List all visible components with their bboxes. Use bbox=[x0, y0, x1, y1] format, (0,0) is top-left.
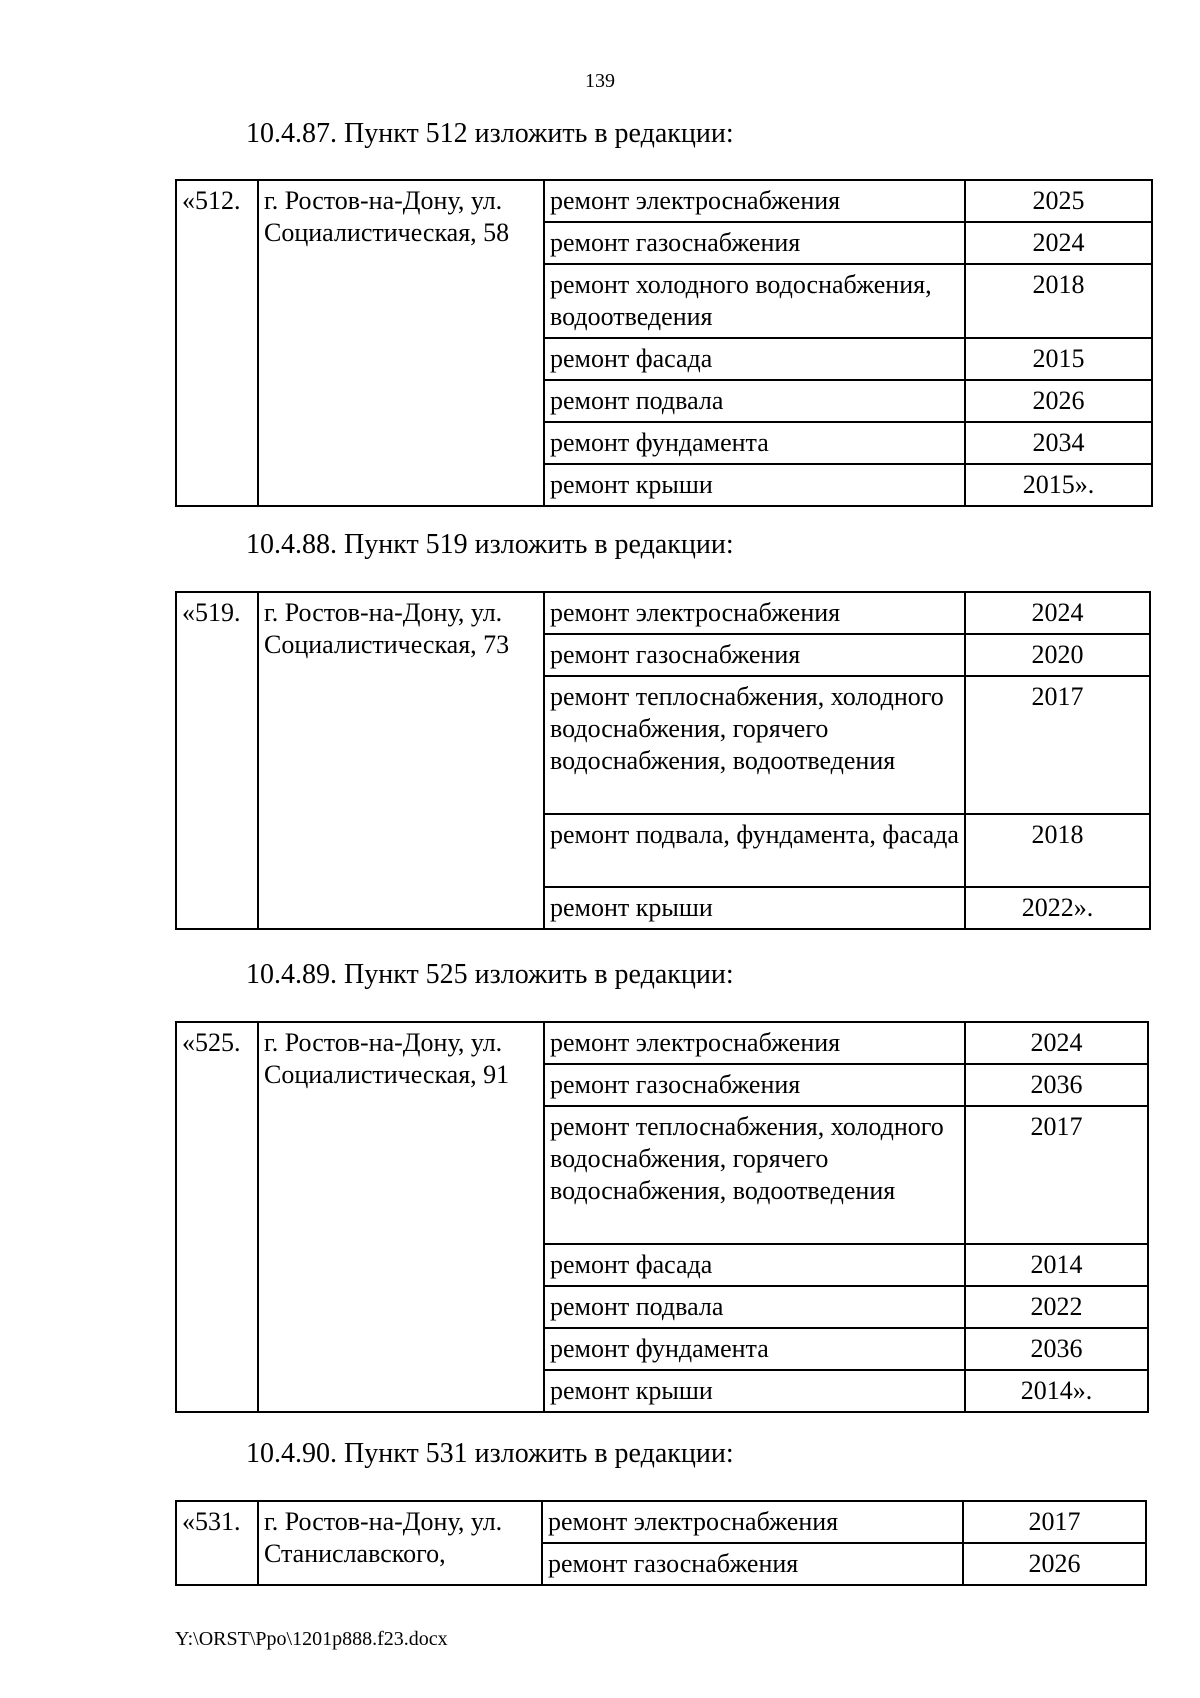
section-heading: 10.4.89. Пункт 525 изложить в редакции: bbox=[246, 959, 734, 990]
table-row bbox=[176, 1501, 1146, 1543]
work-type: ремонт газоснабжения bbox=[542, 1543, 963, 1585]
work-year: 2024 bbox=[965, 1022, 1148, 1064]
work-type: ремонт фундамента bbox=[544, 1328, 965, 1370]
work-type: ремонт холодного водоснабжения, водоотведения bbox=[544, 264, 965, 338]
page-number: 139 bbox=[585, 70, 615, 92]
work-type: ремонт теплоснабжения, холодного водоснабжения, горячего водоснабжения, водоотведения bbox=[544, 676, 965, 814]
work-year: 2022 bbox=[965, 1286, 1148, 1328]
repair-table bbox=[175, 1021, 1149, 1413]
work-type: ремонт подвала, фундамента, фасада bbox=[544, 814, 965, 887]
work-year: 2018 bbox=[965, 814, 1150, 887]
work-year: 2036 bbox=[965, 1064, 1148, 1106]
repair-table bbox=[175, 591, 1151, 930]
work-year: 2026 bbox=[963, 1543, 1146, 1585]
work-type: ремонт газоснабжения bbox=[544, 1064, 965, 1106]
work-year: 2015». bbox=[965, 464, 1152, 506]
work-year: 2036 bbox=[965, 1328, 1148, 1370]
work-year: 2026 bbox=[965, 380, 1152, 422]
footer-file-path: Y:\ORST\Ppo\1201p888.f23.docx bbox=[175, 1628, 448, 1650]
work-type: ремонт электроснабжения bbox=[542, 1501, 963, 1543]
table-row bbox=[176, 180, 1152, 222]
work-type: ремонт фасада bbox=[544, 1244, 965, 1286]
work-year: 2017 bbox=[963, 1501, 1146, 1543]
work-year: 2017 bbox=[965, 1106, 1148, 1244]
work-type: ремонт газоснабжения bbox=[544, 634, 965, 676]
work-type: ремонт фундамента bbox=[544, 422, 965, 464]
section-heading: 10.4.87. Пункт 512 изложить в редакции: bbox=[246, 118, 734, 149]
work-type: ремонт фасада bbox=[544, 338, 965, 380]
table-row bbox=[176, 1022, 1148, 1064]
work-year: 2022». bbox=[965, 887, 1150, 929]
work-year: 2015 bbox=[965, 338, 1152, 380]
work-year: 2018 bbox=[965, 264, 1152, 338]
work-year: 2025 bbox=[965, 180, 1152, 222]
item-address: г. Ростов-на-Дону, ул. Социалистическая, 91 bbox=[258, 1022, 544, 1412]
work-type: ремонт крыши bbox=[544, 1370, 965, 1412]
work-type: ремонт теплоснабжения, холодного водоснабжения, горячего водоснабжения, водоотведения bbox=[544, 1106, 965, 1244]
work-type: ремонт газоснабжения bbox=[544, 222, 965, 264]
section-heading: 10.4.88. Пункт 519 изложить в редакции: bbox=[246, 529, 734, 560]
item-address: г. Ростов-на-Дону, ул. Социалистическая, 58 bbox=[258, 180, 544, 506]
work-year: 2014». bbox=[965, 1370, 1148, 1412]
section-heading: 10.4.90. Пункт 531 изложить в редакции: bbox=[246, 1438, 734, 1469]
work-year: 2034 bbox=[965, 422, 1152, 464]
work-year: 2020 bbox=[965, 634, 1150, 676]
work-type: ремонт подвала bbox=[544, 380, 965, 422]
work-type: ремонт электроснабжения bbox=[544, 1022, 965, 1064]
work-type: ремонт электроснабжения bbox=[544, 180, 965, 222]
work-year: 2017 bbox=[965, 676, 1150, 814]
work-year: 2024 bbox=[965, 592, 1150, 634]
work-type: ремонт электроснабжения bbox=[544, 592, 965, 634]
item-address: г. Ростов-на-Дону, ул. Социалистическая, 73 bbox=[258, 592, 544, 929]
repair-table bbox=[175, 1500, 1147, 1586]
work-type: ремонт подвала bbox=[544, 1286, 965, 1328]
work-type: ремонт крыши bbox=[544, 464, 965, 506]
item-number: «519. bbox=[176, 592, 258, 929]
work-year: 2024 bbox=[965, 222, 1152, 264]
item-number: «525. bbox=[176, 1022, 258, 1412]
item-number: «512. bbox=[176, 180, 258, 506]
table-row bbox=[176, 592, 1150, 634]
item-address: г. Ростов-на-Дону, ул. Станиславского, bbox=[258, 1501, 542, 1585]
work-type: ремонт крыши bbox=[544, 887, 965, 929]
work-year: 2014 bbox=[965, 1244, 1148, 1286]
item-number: «531. bbox=[176, 1501, 258, 1585]
repair-table bbox=[175, 179, 1153, 507]
